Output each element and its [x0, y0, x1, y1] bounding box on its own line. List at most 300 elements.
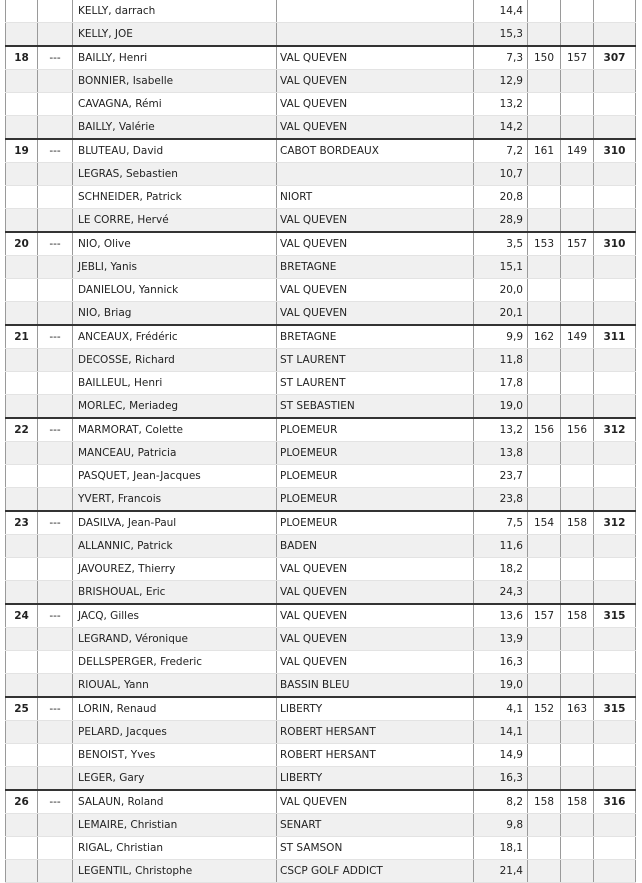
round1-score-cell: [528, 744, 561, 767]
total-score-cell: [594, 814, 636, 837]
round1-score-cell: [528, 767, 561, 791]
rank-cell: [6, 814, 38, 837]
round2-score-cell: 158: [561, 790, 594, 814]
player-name-cell: PASQUET, Jean-Jacques: [73, 465, 277, 488]
rank-cell: [6, 70, 38, 93]
player-name-cell: YVERT, Francois: [73, 488, 277, 512]
player-name-cell: MORLEC, Meriadeg: [73, 395, 277, 419]
position-change-cell: [38, 442, 73, 465]
round2-score-cell: 157: [561, 46, 594, 70]
rank-cell: 19: [6, 139, 38, 163]
round1-score-cell: [528, 302, 561, 326]
club-cell: ST SAMSON: [277, 837, 474, 860]
table-row: [6, 46, 636, 70]
handicap-cell: 9,9: [474, 325, 528, 349]
position-change-cell: [38, 93, 73, 116]
table-row: [6, 604, 636, 628]
rank-cell: [6, 279, 38, 302]
table-row: [6, 139, 636, 163]
round2-score-cell: [561, 395, 594, 419]
handicap-cell: 21,4: [474, 860, 528, 883]
round2-score-cell: [561, 767, 594, 791]
club-cell: LIBERTY: [277, 767, 474, 791]
round2-score-cell: [561, 256, 594, 279]
handicap-cell: 16,3: [474, 767, 528, 791]
rank-cell: [6, 395, 38, 419]
round1-score-cell: [528, 558, 561, 581]
table-row: [6, 721, 636, 744]
round2-score-cell: [561, 302, 594, 326]
round2-score-cell: [561, 465, 594, 488]
total-score-cell: [594, 721, 636, 744]
table-row: [6, 186, 636, 209]
rank-cell: [6, 837, 38, 860]
club-cell: VAL QUEVEN: [277, 790, 474, 814]
handicap-cell: 14,1: [474, 721, 528, 744]
round2-score-cell: [561, 279, 594, 302]
total-score-cell: [594, 93, 636, 116]
player-name-cell: LEGRAND, Véronique: [73, 628, 277, 651]
round1-score-cell: [528, 465, 561, 488]
handicap-cell: 19,0: [474, 674, 528, 698]
round1-score-cell: 161: [528, 139, 561, 163]
total-score-cell: [594, 442, 636, 465]
handicap-cell: 14,9: [474, 744, 528, 767]
round2-score-cell: [561, 93, 594, 116]
round1-score-cell: [528, 395, 561, 419]
position-change-cell: ---: [38, 418, 73, 442]
position-change-cell: [38, 488, 73, 512]
round1-score-cell: [528, 0, 561, 23]
total-score-cell: [594, 535, 636, 558]
round2-score-cell: [561, 442, 594, 465]
handicap-cell: 4,1: [474, 697, 528, 721]
total-score-cell: [594, 116, 636, 140]
table-row: [6, 116, 636, 140]
club-cell: CABOT BORDEAUX: [277, 139, 474, 163]
rank-cell: 26: [6, 790, 38, 814]
round2-score-cell: [561, 860, 594, 883]
rank-cell: [6, 581, 38, 605]
round2-score-cell: [561, 70, 594, 93]
table-row: [6, 790, 636, 814]
position-change-cell: [38, 23, 73, 47]
total-score-cell: [594, 837, 636, 860]
club-cell: PLOEMEUR: [277, 488, 474, 512]
position-change-cell: [38, 558, 73, 581]
rank-cell: [6, 442, 38, 465]
round1-score-cell: [528, 372, 561, 395]
club-cell: VAL QUEVEN: [277, 93, 474, 116]
table-row: [6, 209, 636, 233]
rank-cell: [6, 465, 38, 488]
player-name-cell: BENOIST, Yves: [73, 744, 277, 767]
player-name-cell: CAVAGNA, Rémi: [73, 93, 277, 116]
table-row: [6, 535, 636, 558]
club-cell: BRETAGNE: [277, 325, 474, 349]
round2-score-cell: [561, 23, 594, 47]
total-score-cell: 312: [594, 418, 636, 442]
total-score-cell: [594, 465, 636, 488]
table-row: [6, 372, 636, 395]
handicap-cell: 7,3: [474, 46, 528, 70]
round1-score-cell: 153: [528, 232, 561, 256]
table-row: [6, 744, 636, 767]
club-cell: [277, 0, 474, 23]
rank-cell: [6, 0, 38, 23]
round2-score-cell: [561, 349, 594, 372]
rank-cell: [6, 372, 38, 395]
round2-score-cell: [561, 558, 594, 581]
round1-score-cell: [528, 442, 561, 465]
total-score-cell: 310: [594, 232, 636, 256]
position-change-cell: [38, 814, 73, 837]
player-name-cell: SCHNEIDER, Patrick: [73, 186, 277, 209]
rank-cell: [6, 535, 38, 558]
handicap-cell: 13,8: [474, 442, 528, 465]
position-change-cell: [38, 465, 73, 488]
rank-cell: [6, 349, 38, 372]
position-change-cell: [38, 349, 73, 372]
position-change-cell: [38, 70, 73, 93]
player-name-cell: JACQ, Gilles: [73, 604, 277, 628]
table-row: [6, 0, 636, 23]
player-name-cell: RIOUAL, Yann: [73, 674, 277, 698]
position-change-cell: [38, 186, 73, 209]
table-row: [6, 651, 636, 674]
position-change-cell: [38, 767, 73, 791]
club-cell: VAL QUEVEN: [277, 232, 474, 256]
round1-score-cell: [528, 488, 561, 512]
round1-score-cell: [528, 535, 561, 558]
club-cell: NIORT: [277, 186, 474, 209]
player-name-cell: NIO, Olive: [73, 232, 277, 256]
round2-score-cell: [561, 488, 594, 512]
handicap-cell: 3,5: [474, 232, 528, 256]
rank-cell: [6, 674, 38, 698]
handicap-cell: 14,2: [474, 116, 528, 140]
total-score-cell: [594, 488, 636, 512]
handicap-cell: 23,7: [474, 465, 528, 488]
round1-score-cell: [528, 70, 561, 93]
club-cell: SENART: [277, 814, 474, 837]
position-change-cell: [38, 302, 73, 326]
player-name-cell: LEGRAS, Sebastien: [73, 163, 277, 186]
club-cell: VAL QUEVEN: [277, 628, 474, 651]
position-change-cell: [38, 279, 73, 302]
total-score-cell: 312: [594, 511, 636, 535]
round1-score-cell: [528, 860, 561, 883]
round1-score-cell: 158: [528, 790, 561, 814]
club-cell: VAL QUEVEN: [277, 604, 474, 628]
rank-cell: [6, 860, 38, 883]
table-row: [6, 581, 636, 605]
results-body: [6, 0, 636, 883]
handicap-cell: 20,8: [474, 186, 528, 209]
total-score-cell: [594, 860, 636, 883]
player-name-cell: DASILVA, Jean-Paul: [73, 511, 277, 535]
handicap-cell: 20,1: [474, 302, 528, 326]
rank-cell: [6, 186, 38, 209]
club-cell: PLOEMEUR: [277, 465, 474, 488]
club-cell: PLOEMEUR: [277, 442, 474, 465]
position-change-cell: [38, 581, 73, 605]
round2-score-cell: [561, 209, 594, 233]
round1-score-cell: [528, 116, 561, 140]
round2-score-cell: [561, 581, 594, 605]
round1-score-cell: [528, 814, 561, 837]
total-score-cell: [594, 581, 636, 605]
position-change-cell: [38, 628, 73, 651]
position-change-cell: ---: [38, 604, 73, 628]
total-score-cell: [594, 651, 636, 674]
rank-cell: [6, 628, 38, 651]
handicap-cell: 14,4: [474, 0, 528, 23]
position-change-cell: [38, 209, 73, 233]
round1-score-cell: [528, 721, 561, 744]
table-row: [6, 837, 636, 860]
round2-score-cell: [561, 721, 594, 744]
total-score-cell: [594, 628, 636, 651]
player-name-cell: LEGENTIL, Christophe: [73, 860, 277, 883]
handicap-cell: 15,1: [474, 256, 528, 279]
total-score-cell: [594, 0, 636, 23]
club-cell: LIBERTY: [277, 697, 474, 721]
club-cell: [277, 163, 474, 186]
total-score-cell: 316: [594, 790, 636, 814]
club-cell: ST LAURENT: [277, 372, 474, 395]
position-change-cell: [38, 256, 73, 279]
total-score-cell: [594, 256, 636, 279]
handicap-cell: 19,0: [474, 395, 528, 419]
table-row: [6, 628, 636, 651]
round1-score-cell: [528, 186, 561, 209]
total-score-cell: [594, 302, 636, 326]
club-cell: VAL QUEVEN: [277, 46, 474, 70]
rank-cell: 18: [6, 46, 38, 70]
total-score-cell: [594, 349, 636, 372]
rank-cell: [6, 721, 38, 744]
round2-score-cell: 156: [561, 418, 594, 442]
player-name-cell: NIO, Briag: [73, 302, 277, 326]
handicap-cell: 9,8: [474, 814, 528, 837]
round2-score-cell: [561, 116, 594, 140]
handicap-cell: 20,0: [474, 279, 528, 302]
position-change-cell: [38, 674, 73, 698]
results-table: [5, 0, 636, 883]
player-name-cell: BLUTEAU, David: [73, 139, 277, 163]
table-row: [6, 256, 636, 279]
rank-cell: 23: [6, 511, 38, 535]
round1-score-cell: 152: [528, 697, 561, 721]
round2-score-cell: [561, 0, 594, 23]
club-cell: ST LAURENT: [277, 349, 474, 372]
handicap-cell: 11,8: [474, 349, 528, 372]
table-row: [6, 325, 636, 349]
player-name-cell: LEGER, Gary: [73, 767, 277, 791]
round2-score-cell: [561, 837, 594, 860]
player-name-cell: JAVOUREZ, Thierry: [73, 558, 277, 581]
round2-score-cell: 158: [561, 604, 594, 628]
player-name-cell: SALAUN, Roland: [73, 790, 277, 814]
table-row: [6, 163, 636, 186]
rank-cell: [6, 302, 38, 326]
player-name-cell: BAILLEUL, Henri: [73, 372, 277, 395]
total-score-cell: [594, 372, 636, 395]
round1-score-cell: [528, 674, 561, 698]
handicap-cell: 7,2: [474, 139, 528, 163]
total-score-cell: [594, 744, 636, 767]
rank-cell: [6, 116, 38, 140]
rank-cell: [6, 256, 38, 279]
handicap-cell: 15,3: [474, 23, 528, 47]
handicap-cell: 13,2: [474, 418, 528, 442]
round2-score-cell: [561, 186, 594, 209]
round1-score-cell: [528, 209, 561, 233]
total-score-cell: 311: [594, 325, 636, 349]
table-row: [6, 279, 636, 302]
player-name-cell: BRISHOUAL, Eric: [73, 581, 277, 605]
handicap-cell: 23,8: [474, 488, 528, 512]
total-score-cell: [594, 163, 636, 186]
club-cell: BRETAGNE: [277, 256, 474, 279]
table-row: [6, 442, 636, 465]
round2-score-cell: 149: [561, 139, 594, 163]
round1-score-cell: [528, 279, 561, 302]
club-cell: [277, 23, 474, 47]
round1-score-cell: [528, 628, 561, 651]
table-row: [6, 232, 636, 256]
club-cell: VAL QUEVEN: [277, 558, 474, 581]
table-row: [6, 511, 636, 535]
round1-score-cell: [528, 837, 561, 860]
handicap-cell: 28,9: [474, 209, 528, 233]
round1-score-cell: 157: [528, 604, 561, 628]
rank-cell: [6, 651, 38, 674]
round2-score-cell: 149: [561, 325, 594, 349]
rank-cell: 22: [6, 418, 38, 442]
total-score-cell: [594, 279, 636, 302]
round2-score-cell: [561, 744, 594, 767]
handicap-cell: 11,6: [474, 535, 528, 558]
club-cell: VAL QUEVEN: [277, 70, 474, 93]
position-change-cell: ---: [38, 232, 73, 256]
total-score-cell: 310: [594, 139, 636, 163]
player-name-cell: BONNIER, Isabelle: [73, 70, 277, 93]
player-name-cell: MANCEAU, Patricia: [73, 442, 277, 465]
handicap-cell: 13,9: [474, 628, 528, 651]
table-row: [6, 93, 636, 116]
round1-score-cell: 150: [528, 46, 561, 70]
table-row: [6, 349, 636, 372]
total-score-cell: [594, 186, 636, 209]
table-row: [6, 302, 636, 326]
table-row: [6, 418, 636, 442]
table-row: [6, 488, 636, 512]
handicap-cell: 13,2: [474, 93, 528, 116]
rank-cell: 20: [6, 232, 38, 256]
handicap-cell: 18,2: [474, 558, 528, 581]
club-cell: PLOEMEUR: [277, 511, 474, 535]
club-cell: ROBERT HERSANT: [277, 721, 474, 744]
player-name-cell: LORIN, Renaud: [73, 697, 277, 721]
handicap-cell: 13,6: [474, 604, 528, 628]
table-row: [6, 814, 636, 837]
total-score-cell: [594, 23, 636, 47]
player-name-cell: ALLANNIC, Patrick: [73, 535, 277, 558]
rank-cell: [6, 93, 38, 116]
round2-score-cell: 163: [561, 697, 594, 721]
round1-score-cell: [528, 23, 561, 47]
position-change-cell: [38, 395, 73, 419]
table-row: [6, 465, 636, 488]
club-cell: BADEN: [277, 535, 474, 558]
round2-score-cell: [561, 674, 594, 698]
player-name-cell: ANCEAUX, Frédéric: [73, 325, 277, 349]
club-cell: VAL QUEVEN: [277, 279, 474, 302]
rank-cell: [6, 488, 38, 512]
player-name-cell: BAILLY, Valérie: [73, 116, 277, 140]
rank-cell: [6, 558, 38, 581]
club-cell: ROBERT HERSANT: [277, 744, 474, 767]
player-name-cell: KELLY, darrach: [73, 0, 277, 23]
club-cell: VAL QUEVEN: [277, 302, 474, 326]
position-change-cell: ---: [38, 790, 73, 814]
round1-score-cell: [528, 163, 561, 186]
rank-cell: [6, 163, 38, 186]
round2-score-cell: [561, 651, 594, 674]
round2-score-cell: 158: [561, 511, 594, 535]
position-change-cell: [38, 0, 73, 23]
position-change-cell: ---: [38, 325, 73, 349]
handicap-cell: 24,3: [474, 581, 528, 605]
rank-cell: 21: [6, 325, 38, 349]
rank-cell: [6, 767, 38, 791]
handicap-cell: 18,1: [474, 837, 528, 860]
position-change-cell: ---: [38, 139, 73, 163]
club-cell: CSCP GOLF ADDICT: [277, 860, 474, 883]
round2-score-cell: 157: [561, 232, 594, 256]
position-change-cell: [38, 721, 73, 744]
table-row: [6, 70, 636, 93]
round1-score-cell: [528, 349, 561, 372]
club-cell: VAL QUEVEN: [277, 581, 474, 605]
total-score-cell: [594, 558, 636, 581]
total-score-cell: [594, 767, 636, 791]
position-change-cell: [38, 163, 73, 186]
table-row: [6, 767, 636, 791]
club-cell: VAL QUEVEN: [277, 116, 474, 140]
player-name-cell: MARMORAT, Colette: [73, 418, 277, 442]
round2-score-cell: [561, 372, 594, 395]
round1-score-cell: 156: [528, 418, 561, 442]
player-name-cell: DANIELOU, Yannick: [73, 279, 277, 302]
round2-score-cell: [561, 163, 594, 186]
rank-cell: 24: [6, 604, 38, 628]
table-row: [6, 860, 636, 883]
handicap-cell: 12,9: [474, 70, 528, 93]
position-change-cell: ---: [38, 511, 73, 535]
rank-cell: [6, 744, 38, 767]
handicap-cell: 17,8: [474, 372, 528, 395]
round2-score-cell: [561, 628, 594, 651]
table-row: [6, 23, 636, 47]
club-cell: PLOEMEUR: [277, 418, 474, 442]
club-cell: BASSIN BLEU: [277, 674, 474, 698]
round2-score-cell: [561, 535, 594, 558]
rank-cell: 25: [6, 697, 38, 721]
round1-score-cell: [528, 256, 561, 279]
